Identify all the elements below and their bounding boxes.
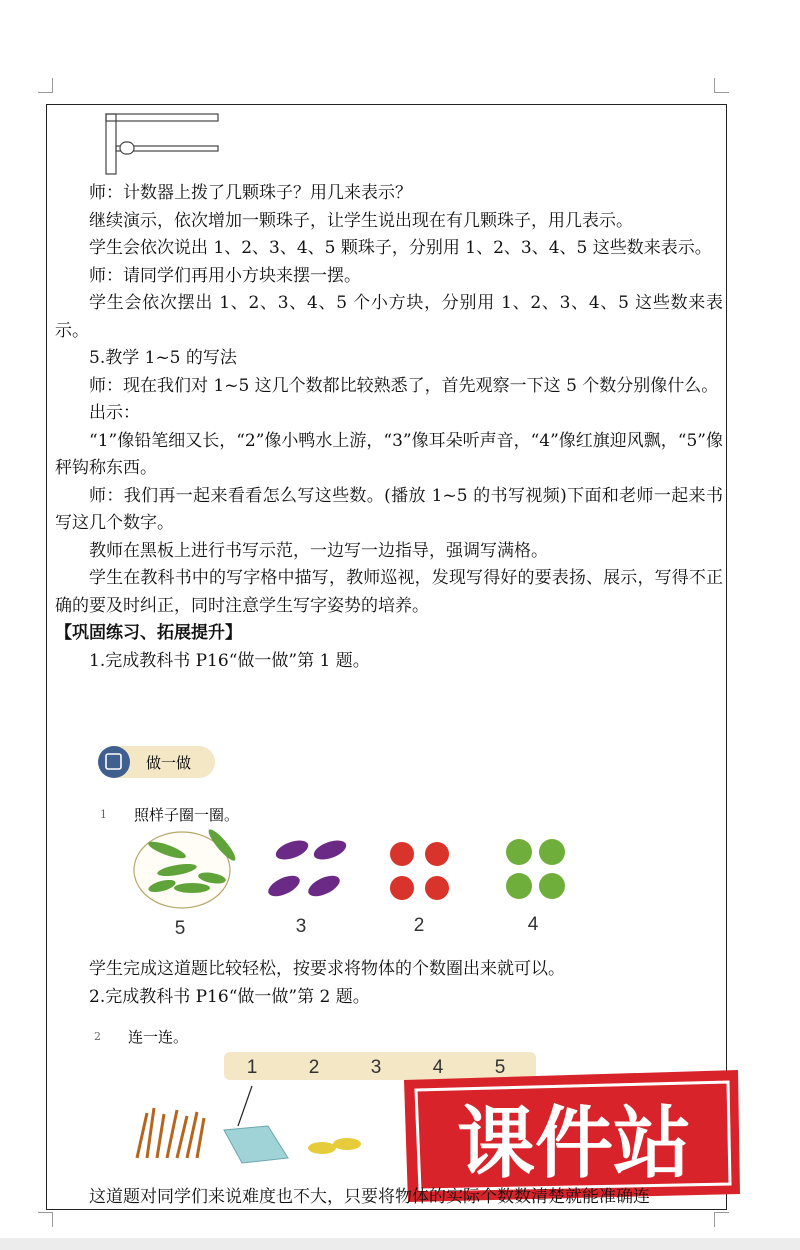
paragraph: 出示： (89, 403, 140, 423)
exercise-instruction: 1.完成教科书 P16“做一做”第 1 题。 (89, 650, 370, 671)
corner-mark (714, 78, 729, 93)
after-exercise-2 (55, 1184, 723, 1212)
question-number: 1 (100, 808, 107, 821)
paragraph: 学生在教科书中的写字格中描写，教师巡视，发现写得好的要表扬、展示，写得不正确的要及时纠正，同时注意学生写字姿势的培养。 (55, 568, 723, 616)
count-label: 3 (295, 916, 307, 937)
lesson-content (55, 104, 723, 675)
count-label: 5 (174, 918, 186, 939)
viewer-bottom-strip (0, 1238, 800, 1250)
book-icon (98, 746, 130, 778)
strip-number: 4 (432, 1057, 444, 1078)
notebook-icon (224, 1126, 288, 1163)
question-text: 照样子圈一圈。 (134, 806, 240, 824)
textbook-exercise-1 (92, 738, 602, 943)
count-label: 2 (413, 915, 425, 936)
count-label: 4 (527, 914, 539, 935)
paragraph: 教师在黑板上进行书写示范，一边写一边指导，强调写满格。 (89, 540, 548, 561)
paragraph: 学生完成这道题比较轻松，按要求将物体的个数圈出来就可以。 (89, 959, 565, 979)
paragraph: “1”像铅笔细又长，“2”像小鸭水上游，“3”像耳朵听声音，“4”像红旗迎风飘，“5”像秤钩称东西。 (55, 430, 723, 478)
corner-mark (38, 78, 53, 93)
after-exercise-1 (55, 956, 723, 1011)
corner-mark (714, 1212, 729, 1227)
peppers-icon (506, 839, 565, 899)
paragraph: 师：我们再一起来看看怎么写这些数。(播放 1~5 的书写视频)下面和老师一起来书写这几个数字。 (55, 485, 723, 533)
subheading: 5.教学 1~5 的写法 (89, 348, 237, 368)
whistles-icon (308, 1138, 361, 1154)
question-text: 连一连。 (128, 1028, 189, 1046)
corner-mark (38, 1212, 53, 1227)
strip-number: 3 (370, 1057, 382, 1078)
paragraph: 师：请同学们再用小方块来摆一摆。 (89, 265, 361, 286)
paragraph: 学生会依次摆出 1、2、3、4、5 个小方块，分别用 1、2、3、4、5 这些数来表示。 (55, 293, 723, 341)
paragraph: 师：现在我们对 1~5 这几个数都比较熟悉了，首先观察一下这 5 个数分别像什么。 (89, 375, 719, 396)
exercise-instruction: 2.完成教科书 P16“做一做”第 2 题。 (89, 986, 370, 1007)
paragraph: 师：计数器上拨了几颗珠子？用几来表示？ (89, 183, 412, 203)
paragraph: 继续演示，依次增加一颗珠子，让学生说出现在有几颗珠子，用几表示。 (89, 210, 633, 231)
strip-number: 1 (246, 1057, 258, 1078)
pea-pods-icon (134, 826, 239, 908)
eggplants-icon (265, 837, 348, 901)
tomatoes-icon (390, 842, 449, 900)
strip-number: 5 (494, 1057, 506, 1078)
banner-label: 做一做 (146, 754, 192, 772)
connect-line (238, 1086, 252, 1126)
watermark-text: 课件站 (456, 1099, 692, 1189)
strip-number: 2 (308, 1057, 320, 1078)
question-number: 2 (94, 1030, 101, 1043)
paragraph: 学生会依次说出 1、2、3、4、5 颗珠子，分别用 1、2、3、4、5 这些数来表示。 (89, 238, 712, 258)
section-heading: 【巩固练习、拓展提升】 (55, 623, 242, 643)
paragraph: 这道题对同学们来说难度也不大，只要将物体的实际个数数清楚就能准确连 (89, 1187, 650, 1207)
plants-icon (137, 1108, 204, 1158)
